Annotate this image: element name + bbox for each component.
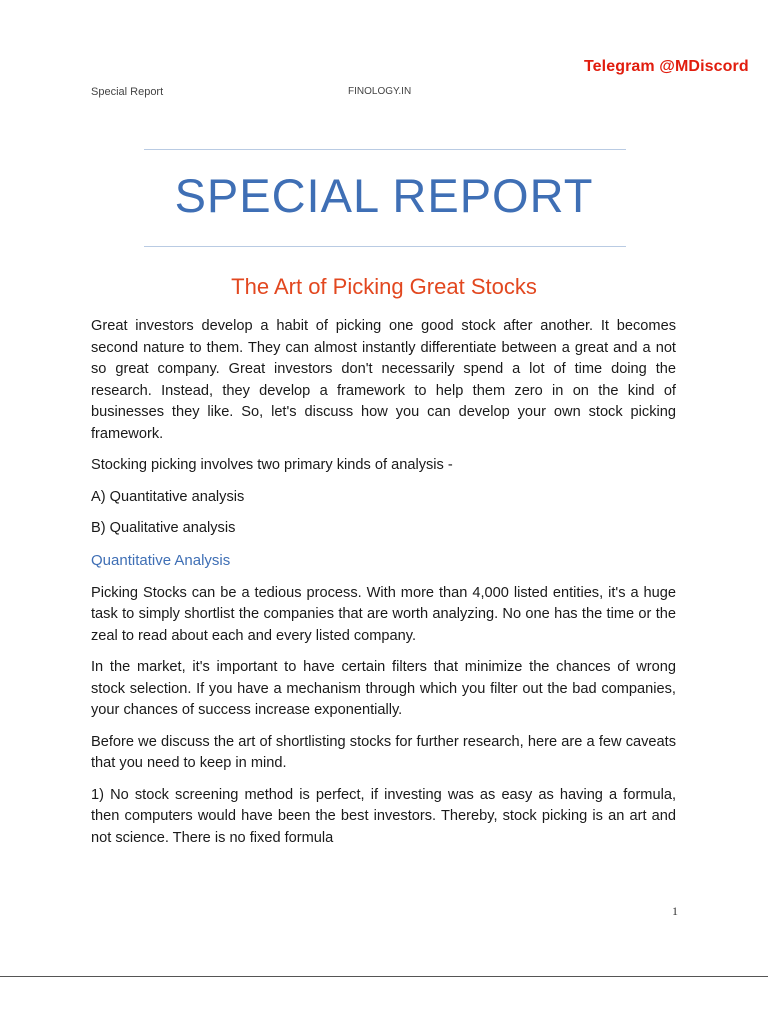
running-header-center: FINOLOGY.IN (348, 86, 412, 97)
analysis-kinds-paragraph: Stocking picking involves two primary kinds of analysis - (91, 457, 453, 473)
section-paragraph: 1) No stock screening method is perfect, if investing was as easy as having a formula, then computers would have been the best investors. Thereby, stock picking is an art and not science. There is no fixed formula (91, 786, 676, 846)
page-number: 1 (672, 904, 678, 918)
title-bottom-rule (144, 246, 626, 247)
report-body (91, 316, 676, 859)
page-title: SPECIAL REPORT (174, 169, 594, 222)
telegram-watermark: Telegram @MDiscord (584, 58, 749, 75)
intro-paragraph: Great investors develop a habit of picking one good stock after another. It becomes second nature to them. They can almost instantly differentiate between a great and a not so great company. Great investors don't necessarily spend a lot of time doing the research. Instead, they develop a framework to help them zero in on the kind of businesses they like. So, let's discuss how you can develop your own stock picking framework. (91, 318, 676, 442)
title-top-rule (144, 149, 626, 150)
report-subtitle: The Art of Picking Great Stocks (231, 274, 537, 299)
section-paragraph: Before we discuss the art of shortlisting stocks for further research, here are a few caveats that you need to keep in mind. (91, 733, 676, 771)
running-header-left: Special Report (91, 86, 164, 98)
analysis-item-a: A) Quantitative analysis (91, 488, 245, 505)
section-paragraph: In the market, it's important to have certain filters that minimize the chances of wrong stock selection. If you have a mechanism through which you filter out the bad companies, your chances of success increase exponentially. (91, 659, 676, 718)
analysis-item-b: B) Qualitative analysis (91, 520, 236, 536)
page-bottom-rule (0, 976, 768, 977)
section-paragraph: Picking Stocks can be a tedious process. With more than 4,000 listed entities, it's a huge task to simply shortlist the companies that are worth analyzing. No one has the time or the zeal to read about each and every listed company. (91, 584, 676, 644)
section-heading: Quantitative Analysis (91, 551, 231, 569)
